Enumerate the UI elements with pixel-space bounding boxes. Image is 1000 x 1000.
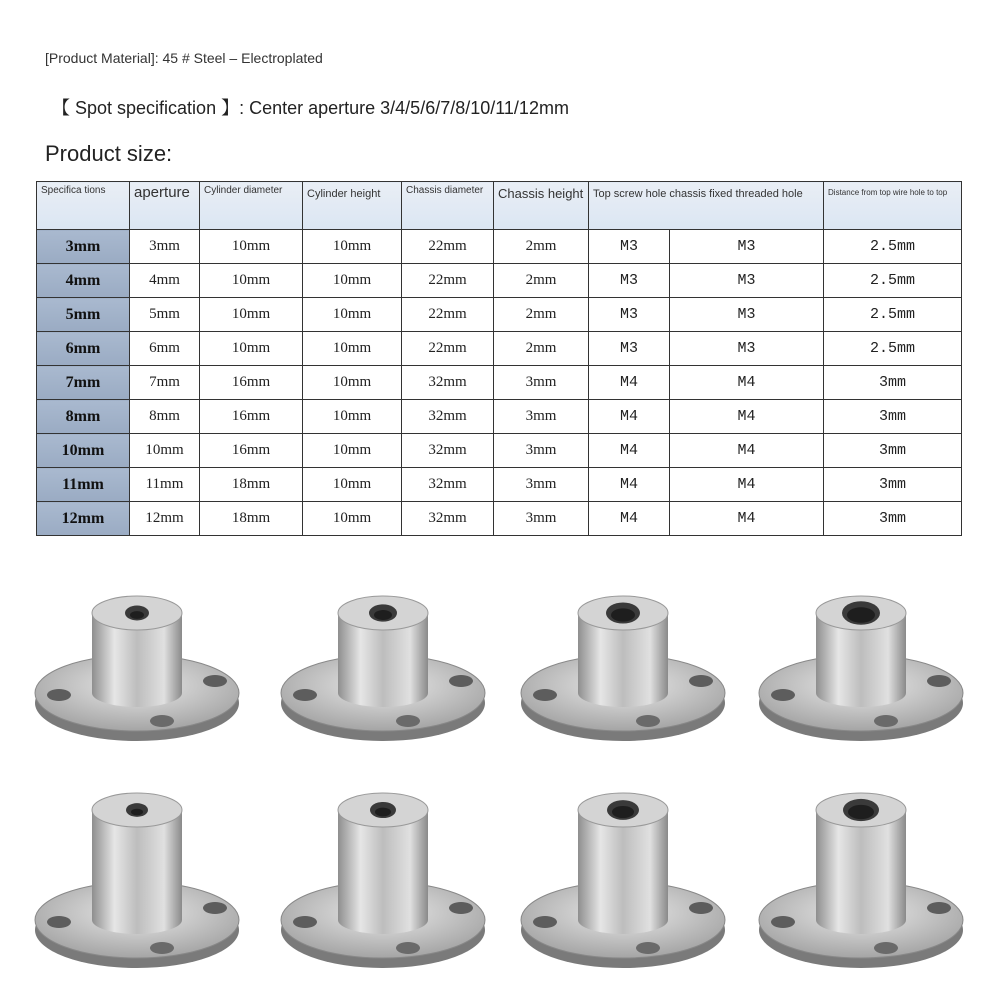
top-screw-hole-cell: M4: [589, 468, 670, 502]
spec-cell: 4mm: [37, 264, 130, 298]
cylinder-height-cell: 10mm: [303, 502, 402, 536]
aperture-cell: 7mm: [130, 366, 200, 400]
cylinder-height-cell: 10mm: [303, 468, 402, 502]
col-header-aperture: aperture: [130, 182, 200, 230]
table-row: [37, 468, 962, 502]
cylinder-height-cell: 10mm: [303, 434, 402, 468]
table-row: [37, 400, 962, 434]
spec-cell: 11mm: [37, 468, 130, 502]
chassis-thread-cell: M4: [670, 434, 824, 468]
spec-cell: 12mm: [37, 502, 130, 536]
col-header-specifications: Specifica tions: [37, 182, 130, 230]
product-size-title: Product size:: [45, 141, 173, 166]
distance-cell: 3mm: [824, 366, 962, 400]
cylinder-diameter-cell: 16mm: [200, 400, 303, 434]
spec-cell: 8mm: [37, 400, 130, 434]
spot-specification-text: 【 Spot specification 】: Center aperture 3/4/5/6/7/8/10/11/12mm: [52, 98, 569, 118]
cylinder-diameter-cell: 10mm: [200, 230, 303, 264]
cylinder-diameter-cell: 18mm: [200, 468, 303, 502]
flange-coupling-photo: [278, 583, 488, 743]
chassis-diameter-cell: 32mm: [402, 434, 494, 468]
chassis-height-cell: 3mm: [494, 434, 589, 468]
col-header-distance: Distance from top wire hole to top: [824, 182, 962, 230]
cylinder-diameter-cell: 16mm: [200, 434, 303, 468]
spec-cell: 10mm: [37, 434, 130, 468]
flange-coupling-photo: [518, 583, 728, 743]
distance-cell: 2.5mm: [824, 298, 962, 332]
top-screw-hole-cell: M4: [589, 366, 670, 400]
chassis-diameter-cell: 22mm: [402, 264, 494, 298]
distance-cell: 2.5mm: [824, 264, 962, 298]
distance-cell: 3mm: [824, 400, 962, 434]
chassis-thread-cell: M3: [670, 230, 824, 264]
table-header-row: [37, 182, 962, 230]
cylinder-diameter-cell: 10mm: [200, 332, 303, 366]
distance-cell: 2.5mm: [824, 332, 962, 366]
chassis-thread-cell: M3: [670, 264, 824, 298]
cylinder-height-cell: 10mm: [303, 332, 402, 366]
col-header-chassis-diameter: Chassis diameter: [402, 182, 494, 230]
spec-cell: 3mm: [37, 230, 130, 264]
chassis-thread-cell: M4: [670, 468, 824, 502]
chassis-height-cell: 2mm: [494, 298, 589, 332]
flange-coupling-photo: [278, 790, 488, 970]
product-size-table: [36, 181, 962, 536]
chassis-height-cell: 3mm: [494, 502, 589, 536]
flange-coupling-photo: [518, 790, 728, 970]
col-header-cylinder-diameter: Cylinder diameter: [200, 182, 303, 230]
cylinder-height-cell: 10mm: [303, 400, 402, 434]
spec-cell: 6mm: [37, 332, 130, 366]
aperture-cell: 4mm: [130, 264, 200, 298]
chassis-diameter-cell: 32mm: [402, 400, 494, 434]
top-screw-hole-cell: M4: [589, 502, 670, 536]
flange-coupling-photo: [756, 583, 966, 743]
product-material-text: [Product Material]: 45 # Steel – Electroplated: [45, 50, 323, 66]
distance-cell: 3mm: [824, 502, 962, 536]
chassis-thread-cell: M3: [670, 332, 824, 366]
chassis-diameter-cell: 32mm: [402, 366, 494, 400]
table-row: [37, 434, 962, 468]
aperture-cell: 11mm: [130, 468, 200, 502]
aperture-cell: 6mm: [130, 332, 200, 366]
cylinder-height-cell: 10mm: [303, 366, 402, 400]
table-row: [37, 366, 962, 400]
top-screw-hole-cell: M3: [589, 264, 670, 298]
cylinder-diameter-cell: 18mm: [200, 502, 303, 536]
chassis-diameter-cell: 22mm: [402, 298, 494, 332]
chassis-height-cell: 3mm: [494, 366, 589, 400]
flange-coupling-photo: [756, 790, 966, 970]
top-screw-hole-cell: M3: [589, 332, 670, 366]
chassis-height-cell: 2mm: [494, 332, 589, 366]
top-screw-hole-cell: M3: [589, 298, 670, 332]
top-screw-hole-cell: M3: [589, 230, 670, 264]
aperture-cell: 3mm: [130, 230, 200, 264]
aperture-cell: 12mm: [130, 502, 200, 536]
cylinder-height-cell: 10mm: [303, 298, 402, 332]
col-header-threaded-holes: Top screw hole chassis fixed threaded hole: [589, 182, 824, 230]
distance-cell: 3mm: [824, 434, 962, 468]
flange-coupling-photo: [32, 583, 242, 743]
table-row: [37, 298, 962, 332]
chassis-height-cell: 2mm: [494, 230, 589, 264]
spec-cell: 7mm: [37, 366, 130, 400]
chassis-diameter-cell: 32mm: [402, 502, 494, 536]
table-row: [37, 230, 962, 264]
cylinder-height-cell: 10mm: [303, 230, 402, 264]
chassis-thread-cell: M4: [670, 366, 824, 400]
col-header-cylinder-height: Cylinder height: [303, 182, 402, 230]
chassis-diameter-cell: 32mm: [402, 468, 494, 502]
aperture-cell: 10mm: [130, 434, 200, 468]
aperture-cell: 5mm: [130, 298, 200, 332]
cylinder-diameter-cell: 10mm: [200, 264, 303, 298]
chassis-thread-cell: M3: [670, 298, 824, 332]
chassis-height-cell: 2mm: [494, 264, 589, 298]
distance-cell: 2.5mm: [824, 230, 962, 264]
chassis-diameter-cell: 22mm: [402, 230, 494, 264]
cylinder-diameter-cell: 16mm: [200, 366, 303, 400]
table-row: [37, 332, 962, 366]
chassis-height-cell: 3mm: [494, 400, 589, 434]
chassis-diameter-cell: 22mm: [402, 332, 494, 366]
aperture-cell: 8mm: [130, 400, 200, 434]
top-screw-hole-cell: M4: [589, 434, 670, 468]
table-row: [37, 264, 962, 298]
cylinder-height-cell: 10mm: [303, 264, 402, 298]
table-row: [37, 502, 962, 536]
flange-coupling-photo: [32, 790, 242, 970]
chassis-height-cell: 3mm: [494, 468, 589, 502]
distance-cell: 3mm: [824, 468, 962, 502]
chassis-thread-cell: M4: [670, 502, 824, 536]
col-header-chassis-height: Chassis height: [494, 182, 589, 230]
chassis-thread-cell: M4: [670, 400, 824, 434]
spec-cell: 5mm: [37, 298, 130, 332]
cylinder-diameter-cell: 10mm: [200, 298, 303, 332]
top-screw-hole-cell: M4: [589, 400, 670, 434]
